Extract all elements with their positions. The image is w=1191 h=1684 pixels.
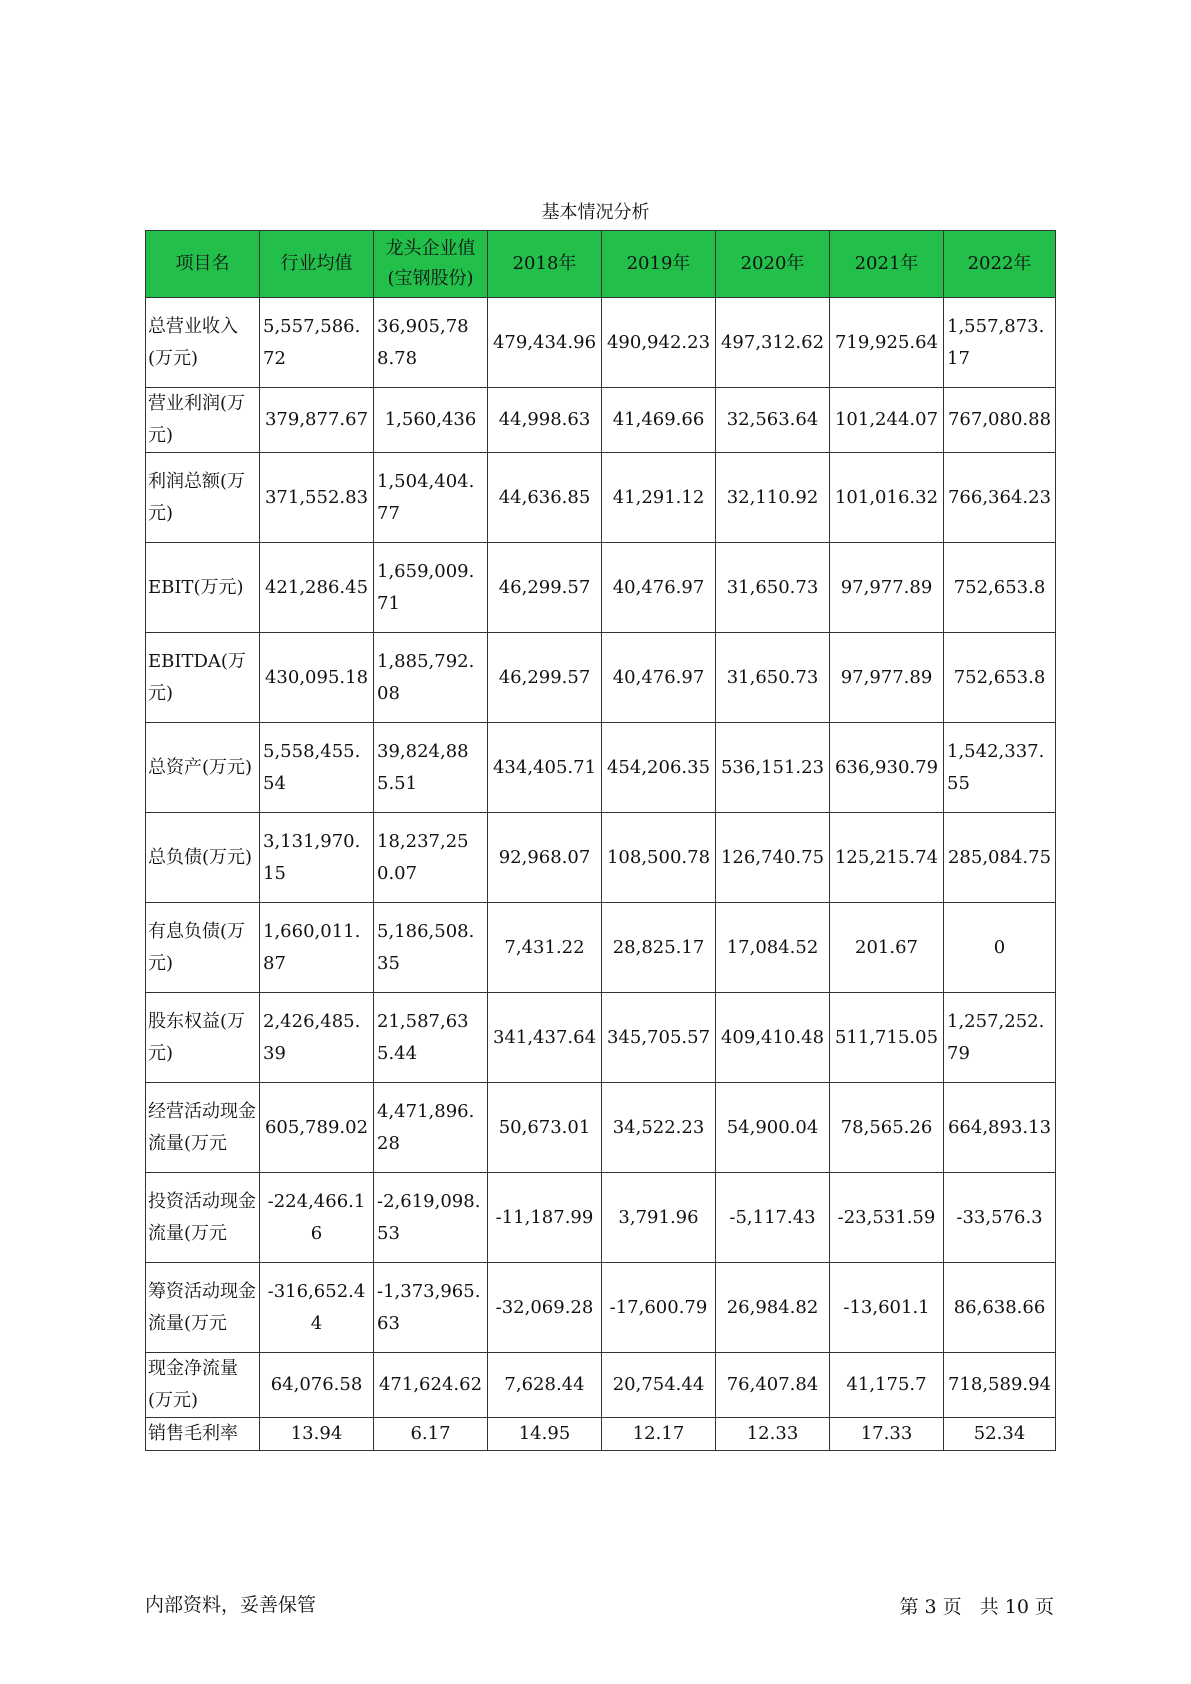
value-cell: 379,877.67	[260, 388, 374, 453]
table-row	[146, 1083, 1056, 1173]
value-cell: 50,673.01	[488, 1083, 602, 1173]
value-cell: -33,576.3	[944, 1173, 1056, 1263]
value-cell: 126,740.75	[716, 813, 830, 903]
value-cell: 41,291.12	[602, 453, 716, 543]
value-cell: 54,900.04	[716, 1083, 830, 1173]
value-cell: 52.34	[944, 1418, 1056, 1451]
header-row	[146, 231, 1056, 298]
value-cell: 766,364.23	[944, 453, 1056, 543]
value-cell: 285,084.75	[944, 813, 1056, 903]
page-number: 第 3 页 共 10 页	[899, 1596, 1054, 1618]
value-cell: -32,069.28	[488, 1263, 602, 1353]
table-row	[146, 1263, 1056, 1353]
value-cell: 26,984.82	[716, 1263, 830, 1353]
value-cell: 3,791.96	[602, 1173, 716, 1263]
value-cell: 17,084.52	[716, 903, 830, 993]
table-header	[146, 231, 1056, 298]
table-row	[146, 813, 1056, 903]
table-row	[146, 633, 1056, 723]
value-cell: 39,824,885.51	[374, 723, 488, 813]
row-label: 营业利润(万元)	[146, 388, 260, 453]
value-cell: 1,557,873.17	[944, 298, 1056, 388]
header-cell: 2020年	[716, 231, 830, 298]
value-cell: 97,977.89	[830, 543, 944, 633]
value-cell: -11,187.99	[488, 1173, 602, 1263]
value-cell: 718,589.94	[944, 1353, 1056, 1418]
row-label: 筹资活动现金流量(万元	[146, 1263, 260, 1353]
value-cell: 21,587,635.44	[374, 993, 488, 1083]
row-label: EBIT(万元)	[146, 543, 260, 633]
table-row	[146, 903, 1056, 993]
table-row	[146, 543, 1056, 633]
value-cell: -23,531.59	[830, 1173, 944, 1263]
value-cell: 44,636.85	[488, 453, 602, 543]
value-cell: 20,754.44	[602, 1353, 716, 1418]
row-label: 现金净流量(万元)	[146, 1353, 260, 1418]
value-cell: 97,977.89	[830, 633, 944, 723]
value-cell: 32,110.92	[716, 453, 830, 543]
value-cell: -1,373,965.63	[374, 1263, 488, 1353]
header-cell: 行业均值	[260, 231, 374, 298]
value-cell: 719,925.64	[830, 298, 944, 388]
table-row	[146, 1173, 1056, 1263]
row-label: 股东权益(万元)	[146, 993, 260, 1083]
value-cell: 46,299.57	[488, 633, 602, 723]
table-row	[146, 388, 1056, 453]
value-cell: 7,628.44	[488, 1353, 602, 1418]
value-cell: 345,705.57	[602, 993, 716, 1083]
value-cell: 6.17	[374, 1418, 488, 1451]
confidential-note: 内部资料，妥善保管	[145, 1594, 317, 1616]
table-row	[146, 453, 1056, 543]
value-cell: 12.17	[602, 1418, 716, 1451]
value-cell: 108,500.78	[602, 813, 716, 903]
value-cell: 12.33	[716, 1418, 830, 1451]
table-row	[146, 298, 1056, 388]
value-cell: -5,117.43	[716, 1173, 830, 1263]
table-row	[146, 1353, 1056, 1418]
value-cell: 64,076.58	[260, 1353, 374, 1418]
table-row	[146, 993, 1056, 1083]
value-cell: 3,131,970.15	[260, 813, 374, 903]
value-cell: 511,715.05	[830, 993, 944, 1083]
table-body	[146, 298, 1056, 1451]
value-cell: 1,885,792.08	[374, 633, 488, 723]
table-caption: 基本情况分析	[541, 202, 650, 223]
value-cell: 28,825.17	[602, 903, 716, 993]
header-cell: 2019年	[602, 231, 716, 298]
value-cell: 1,542,337.55	[944, 723, 1056, 813]
value-cell: -316,652.44	[260, 1263, 374, 1353]
value-cell: -13,601.1	[830, 1263, 944, 1353]
value-cell: 7,431.22	[488, 903, 602, 993]
value-cell: 92,968.07	[488, 813, 602, 903]
value-cell: 13.94	[260, 1418, 374, 1451]
value-cell: 434,405.71	[488, 723, 602, 813]
value-cell: 5,558,455.54	[260, 723, 374, 813]
row-label: 利润总额(万元)	[146, 453, 260, 543]
value-cell: 41,469.66	[602, 388, 716, 453]
row-label: 总营业收入(万元)	[146, 298, 260, 388]
value-cell: 371,552.83	[260, 453, 374, 543]
value-cell: 430,095.18	[260, 633, 374, 723]
value-cell: 40,476.97	[602, 543, 716, 633]
value-cell: 76,407.84	[716, 1353, 830, 1418]
value-cell: 409,410.48	[716, 993, 830, 1083]
value-cell: 44,998.63	[488, 388, 602, 453]
value-cell: 32,563.64	[716, 388, 830, 453]
value-cell: 125,215.74	[830, 813, 944, 903]
row-label: 有息负债(万元)	[146, 903, 260, 993]
table-row	[146, 723, 1056, 813]
value-cell: -224,466.16	[260, 1173, 374, 1263]
value-cell: 767,080.88	[944, 388, 1056, 453]
value-cell: 341,437.64	[488, 993, 602, 1083]
value-cell: 605,789.02	[260, 1083, 374, 1173]
value-cell: 1,560,436	[374, 388, 488, 453]
value-cell: 421,286.45	[260, 543, 374, 633]
header-cell: 2021年	[830, 231, 944, 298]
value-cell: 201.67	[830, 903, 944, 993]
value-cell: 479,434.96	[488, 298, 602, 388]
value-cell: 36,905,788.78	[374, 298, 488, 388]
value-cell: 14.95	[488, 1418, 602, 1451]
basic-analysis-table	[145, 230, 1056, 1451]
value-cell: 40,476.97	[602, 633, 716, 723]
value-cell: 46,299.57	[488, 543, 602, 633]
value-cell: 1,660,011.87	[260, 903, 374, 993]
value-cell: 471,624.62	[374, 1353, 488, 1418]
value-cell: 497,312.62	[716, 298, 830, 388]
value-cell: 1,659,009.71	[374, 543, 488, 633]
row-label: 销售毛利率	[146, 1418, 260, 1451]
value-cell: 5,557,586.72	[260, 298, 374, 388]
value-cell: 664,893.13	[944, 1083, 1056, 1173]
value-cell: 34,522.23	[602, 1083, 716, 1173]
value-cell: 31,650.73	[716, 633, 830, 723]
value-cell: 101,016.32	[830, 453, 944, 543]
header-cell: 项目名	[146, 231, 260, 298]
value-cell: 0	[944, 903, 1056, 993]
value-cell: 5,186,508.35	[374, 903, 488, 993]
value-cell: 41,175.7	[830, 1353, 944, 1418]
header-cell: 2018年	[488, 231, 602, 298]
row-label: 经营活动现金流量(万元	[146, 1083, 260, 1173]
header-cell: 2022年	[944, 231, 1056, 298]
value-cell: -17,600.79	[602, 1263, 716, 1353]
value-cell: 2,426,485.39	[260, 993, 374, 1083]
value-cell: 31,650.73	[716, 543, 830, 633]
value-cell: 536,151.23	[716, 723, 830, 813]
table-row	[146, 1418, 1056, 1451]
value-cell: 18,237,250.07	[374, 813, 488, 903]
value-cell: 1,504,404.77	[374, 453, 488, 543]
value-cell: -2,619,098.53	[374, 1173, 488, 1263]
value-cell: 490,942.23	[602, 298, 716, 388]
row-label: 总负债(万元)	[146, 813, 260, 903]
value-cell: 454,206.35	[602, 723, 716, 813]
value-cell: 752,653.8	[944, 543, 1056, 633]
header-cell: 龙头企业值(宝钢股份)	[374, 231, 488, 298]
row-label: 总资产(万元)	[146, 723, 260, 813]
value-cell: 636,930.79	[830, 723, 944, 813]
value-cell: 752,653.8	[944, 633, 1056, 723]
value-cell: 1,257,252.79	[944, 993, 1056, 1083]
row-label: EBITDA(万元)	[146, 633, 260, 723]
value-cell: 101,244.07	[830, 388, 944, 453]
row-label: 投资活动现金流量(万元	[146, 1173, 260, 1263]
value-cell: 17.33	[830, 1418, 944, 1451]
value-cell: 4,471,896.28	[374, 1083, 488, 1173]
value-cell: 86,638.66	[944, 1263, 1056, 1353]
value-cell: 78,565.26	[830, 1083, 944, 1173]
